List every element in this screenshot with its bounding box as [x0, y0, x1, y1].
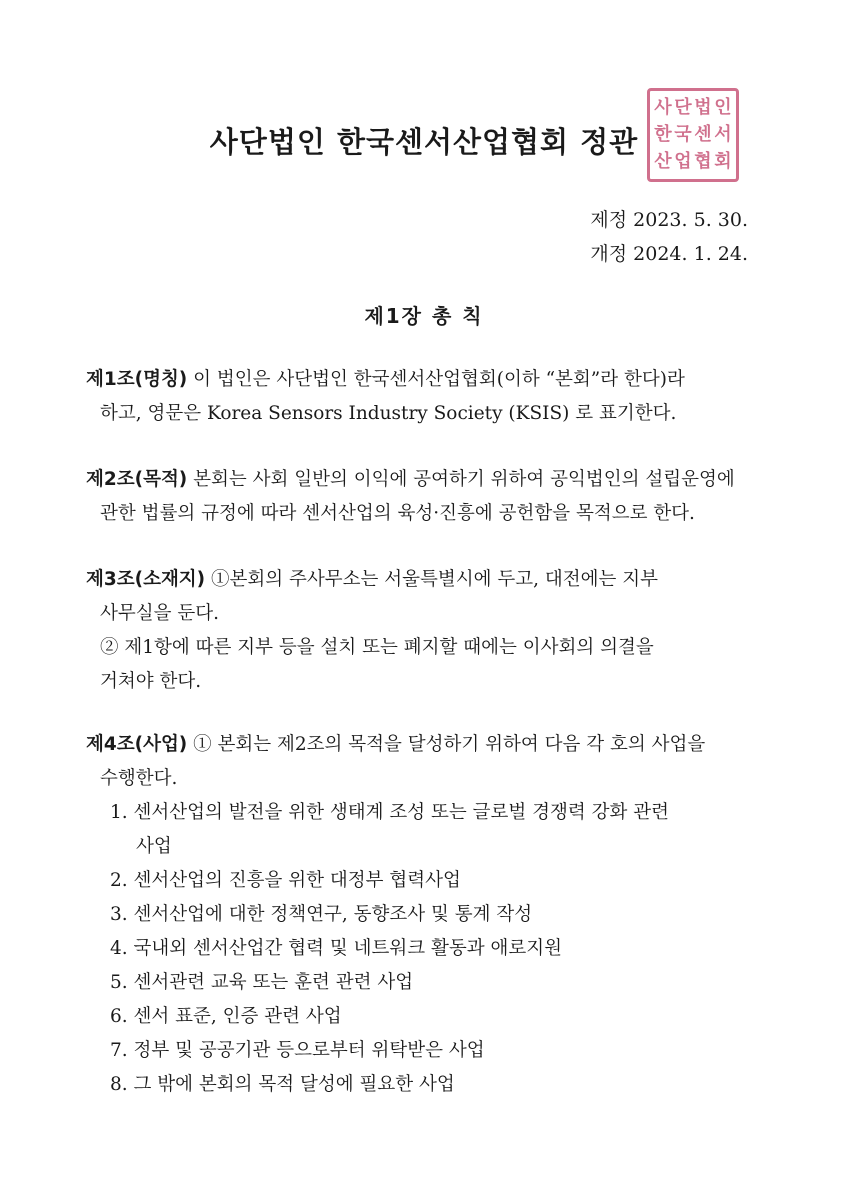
article-3-clause-2-cont: 거쳐야 한다. — [100, 671, 202, 692]
article-4-item-list — [110, 796, 760, 1102]
seal-glyph: 회 — [714, 151, 732, 173]
article-4-text: ① 본회는 제2조의 목적을 달성하기 위하여 다음 각 호의 사업을 — [187, 734, 706, 755]
list-item: 4. 국내외 센서산업간 협력 및 네트워크 활동과 애로지원 — [110, 938, 562, 959]
seal-glyph: 서 — [714, 123, 732, 145]
article-4 — [86, 728, 756, 796]
seal-glyph: 인 — [714, 96, 732, 118]
article-2-text: 본회는 사회 일반의 이익에 공여하기 위하여 공익법인의 설립운영에 — [187, 469, 735, 490]
chapter-heading: 제1장 총 칙 — [364, 304, 484, 328]
list-item: 2. 센서산업의 진흥을 위한 대정부 협력사업 — [110, 870, 461, 891]
article-3 — [86, 563, 756, 699]
organization-seal-stamp — [647, 88, 739, 182]
revised-date: 개정 2024. 1. 24. — [590, 243, 748, 265]
seal-glyph: 산 — [654, 151, 672, 173]
seal-glyph: 국 — [674, 123, 692, 145]
article-2 — [86, 463, 756, 531]
article-3-clause-2: ② 제1항에 따른 지부 등을 설치 또는 폐지할 때에는 이사회의 의결을 — [100, 637, 654, 658]
article-1-text: 이 법인은 사단법인 한국센서산업협회(이하 “본회”라 한다)라 — [187, 369, 685, 390]
list-item: 1. 센서산업의 발전을 위한 생태계 조성 또는 글로벌 경쟁력 강화 관련 — [110, 802, 669, 823]
list-item: 6. 센서 표준, 인증 관련 사업 — [110, 1006, 342, 1027]
revision-dates — [590, 203, 748, 271]
seal-glyph: 한 — [654, 123, 672, 145]
seal-glyph: 협 — [694, 151, 712, 173]
article-1-text-cont: 하고, 영문은 Korea Sensors Industry Society (KSIS) 로 표기한다. — [100, 403, 677, 424]
seal-glyph: 단 — [674, 96, 692, 118]
seal-glyph: 센 — [694, 123, 712, 145]
list-item: 7. 정부 및 공공기관 등으로부터 위탁받은 사업 — [110, 1040, 485, 1061]
article-4-heading: 제4조(사업) — [86, 734, 188, 755]
article-4-text-cont: 수행한다. — [100, 768, 178, 789]
article-1-heading: 제1조(명칭) — [86, 369, 188, 390]
enacted-date: 제정 2023. 5. 30. — [590, 209, 748, 231]
list-item: 3. 센서산업에 대한 정책연구, 동향조사 및 통계 작성 — [110, 904, 533, 925]
list-item-cont: 사업 — [136, 836, 172, 857]
document-title: 사단법인 한국센서산업협회 정관 — [209, 125, 639, 159]
list-item: 5. 센서관련 교육 또는 훈련 관련 사업 — [110, 972, 414, 993]
seal-glyph: 법 — [694, 96, 712, 118]
article-3-heading: 제3조(소재지) — [86, 569, 206, 590]
article-1 — [86, 363, 756, 431]
list-item: 8. 그 밖에 본회의 목적 달성에 필요한 사업 — [110, 1074, 455, 1095]
article-3-text: ①본회의 주사무소는 서울특별시에 두고, 대전에는 지부 — [205, 569, 658, 590]
article-2-heading: 제2조(목적) — [86, 469, 188, 490]
seal-glyph: 업 — [674, 151, 692, 173]
article-3-text-cont: 사무실을 둔다. — [100, 603, 219, 624]
article-2-text-cont: 관한 법률의 규정에 따라 센서산업의 육성·진흥에 공헌함을 목적으로 한다. — [100, 503, 695, 524]
seal-glyph: 사 — [654, 96, 672, 118]
